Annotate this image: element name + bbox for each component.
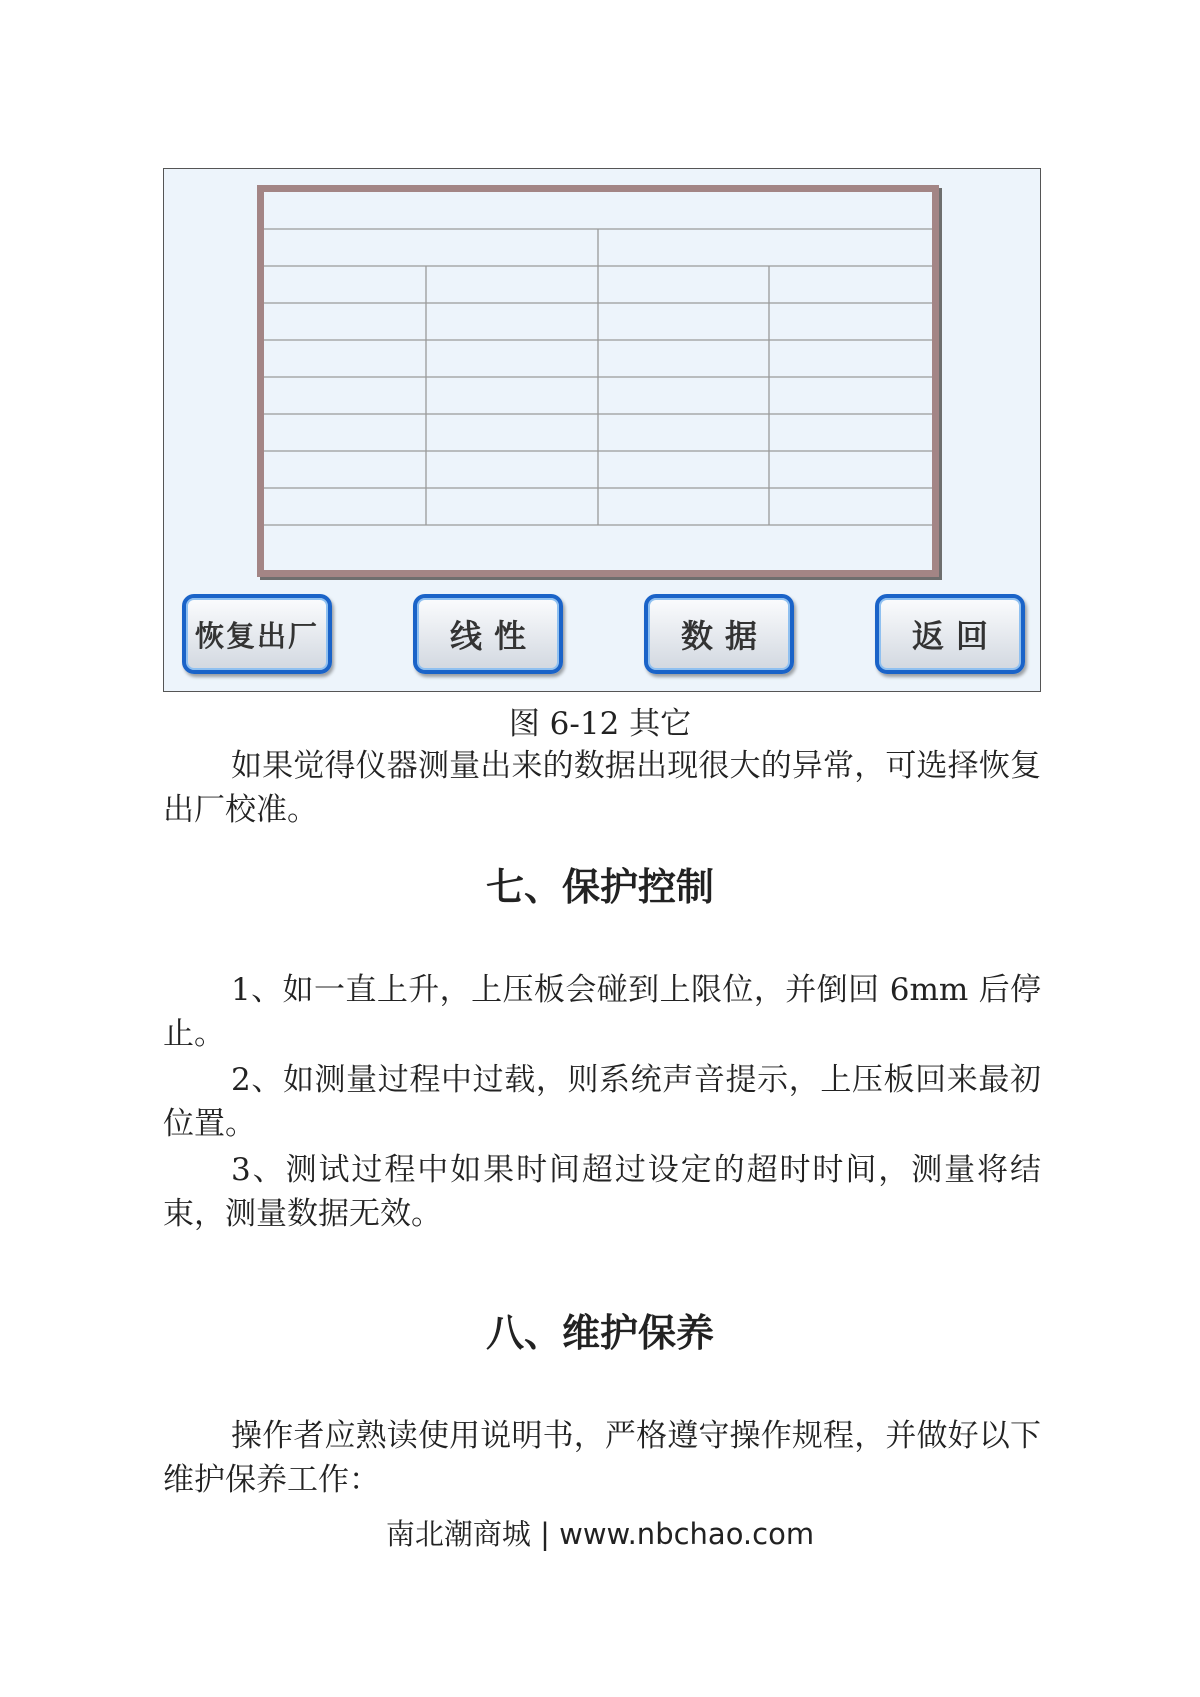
intro-paragraph: 如果觉得仪器测量出来的数据出现很大的异常，可选择恢复出厂校准。	[163, 748, 1041, 828]
back-button[interactable]: 返回	[875, 594, 1025, 674]
maintenance-paragraph: 操作者应熟读使用说明书，严格遵守操作规程，并做好以下维护保养工作：	[163, 1418, 1041, 1498]
table-grid	[264, 192, 932, 570]
protection-item-1: 1、如一直上升，上压板会碰到上限位，并倒回 6mm 后停止。	[163, 972, 1041, 1052]
protection-item-2: 2、如测量过程中过载，则系统声音提示，上压板回来最初位置。	[163, 1062, 1041, 1142]
device-screen	[163, 168, 1041, 692]
data-table	[257, 185, 939, 577]
section-7-title: 七、保护控制	[485, 865, 714, 909]
figure-caption: 图 6-12 其它	[508, 706, 692, 742]
linear-button[interactable]: 线性	[413, 594, 563, 674]
data-button[interactable]: 数据	[644, 594, 794, 674]
restore-factory-button[interactable]: 恢复出厂	[182, 594, 332, 674]
footer-text: 南北潮商城 | www.nbchao.com	[385, 1517, 815, 1551]
section-8-title: 八、维护保养	[485, 1311, 714, 1355]
protection-item-3: 3、测试过程中如果时间超过设定的超时时间，测量将结束，测量数据无效。	[163, 1152, 1041, 1232]
